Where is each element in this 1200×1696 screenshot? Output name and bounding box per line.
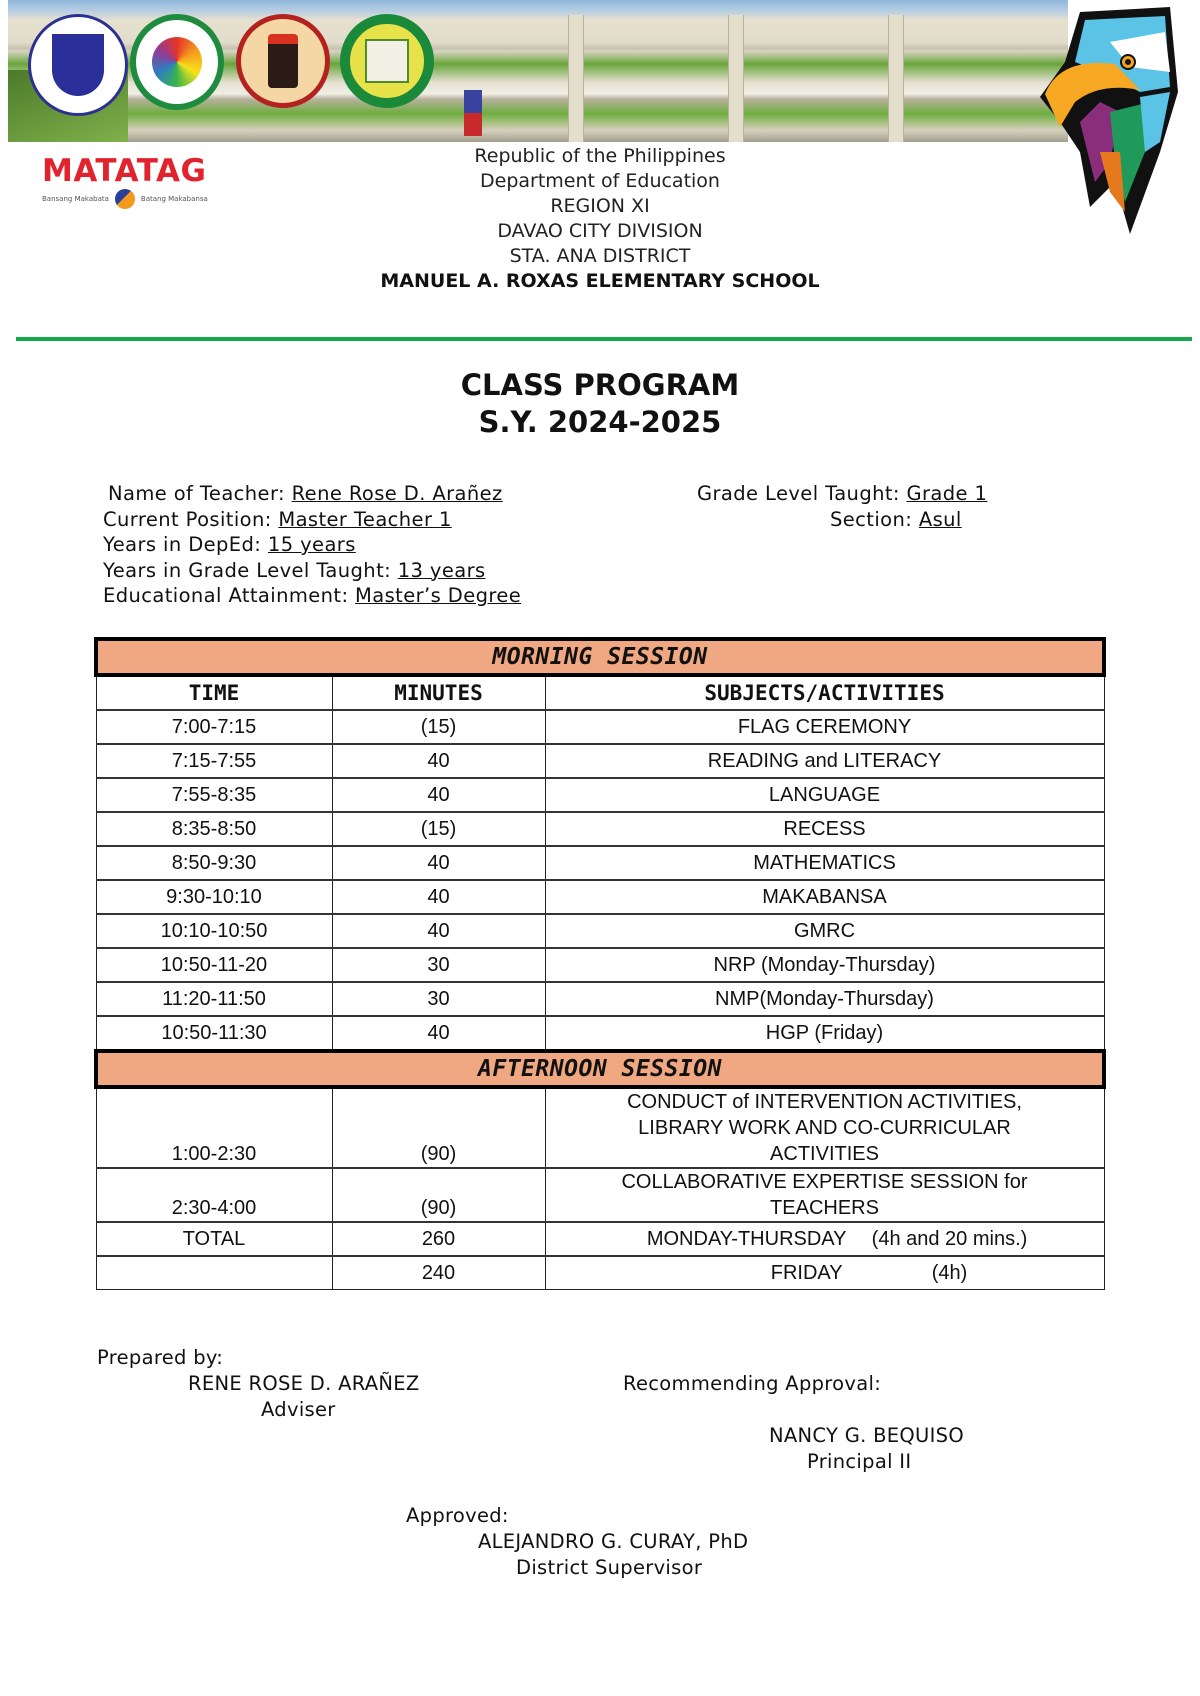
prepared-by-block: Prepared by: RENE ROSE D. ARAÑEZ Adviser: [97, 1346, 420, 1421]
cell-minutes: 30: [332, 982, 545, 1016]
cell-activity: MAKABANSA: [545, 880, 1104, 914]
activity-line: TEACHERS: [770, 1197, 879, 1219]
document-title: CLASS PROGRAM S.Y. 2024-2025: [460, 368, 740, 439]
class-program-table: [94, 637, 1106, 1290]
cell-minutes: 30: [332, 948, 545, 982]
cell-time: 1:00-2:30: [96, 1087, 332, 1168]
morning-session-header: MORNING SESSION: [96, 639, 1104, 675]
agency-header: Republic of the Philippines Department of Education REGION XI DAVAO CITY DIVISION STA. ANA DISTRICT MANUEL A. ROXAS ELEMENTARY SCHOOL: [300, 144, 900, 294]
cell-activity: NRP (Monday-Thursday): [545, 948, 1104, 982]
activity-line: CONDUCT of INTERVENTION ACTIVITIES,: [627, 1091, 1022, 1113]
years-in-deped: Years in DepEd: 15 years: [103, 533, 356, 556]
teacher-info-right: [697, 481, 987, 532]
activity-line: COLLABORATIVE EXPERTISE SESSION for: [621, 1171, 1028, 1193]
table-row: [96, 1168, 1104, 1222]
cell-total-minutes: 240: [332, 1256, 545, 1290]
cell-activity: [545, 1168, 1104, 1222]
cell-activity: [545, 1087, 1104, 1168]
cell-total-label: [96, 1256, 332, 1290]
cell-minutes: 40: [332, 778, 545, 812]
table-row: [96, 914, 1104, 948]
activity-line: ACTIVITIES: [770, 1143, 879, 1165]
deped-seal-icon: [28, 14, 128, 116]
years-in-grade-level: Years in Grade Level Taught: 13 years: [103, 558, 486, 582]
cell-minutes: 40: [332, 880, 545, 914]
header-divider: [16, 337, 1192, 341]
table-row: [96, 1016, 1104, 1051]
cell-minutes: (90): [332, 1168, 545, 1222]
total-row: [96, 1256, 1104, 1290]
current-position: Current Position: Master Teacher 1: [103, 507, 452, 531]
table-row: [96, 778, 1104, 812]
cell-time: 2:30-4:00: [96, 1168, 332, 1222]
cell-time: 10:50-11-20: [96, 948, 332, 982]
table-row: [96, 710, 1104, 744]
total-duration: (4h): [931, 1262, 968, 1284]
cell-minutes: 40: [332, 744, 545, 778]
cell-activity: LANGUAGE: [545, 778, 1104, 812]
educational-attainment: Educational Attainment: Master’s Degree: [103, 584, 522, 607]
cell-activity: RECESS: [545, 812, 1104, 846]
cell-minutes: (15): [332, 812, 545, 846]
cell-time: 7:55-8:35: [96, 778, 332, 812]
cell-activity: GMRC: [545, 914, 1104, 948]
table-row: [96, 880, 1104, 914]
total-days: FRIDAY: [770, 1262, 843, 1284]
cell-time: 8:50-9:30: [96, 846, 332, 880]
cell-activity: MATHEMATICS: [545, 846, 1104, 880]
cell-time: 9:30-10:10: [96, 880, 332, 914]
total-days: MONDAY-THURSDAY: [646, 1228, 847, 1250]
table-row: [96, 846, 1104, 880]
activity-line: LIBRARY WORK AND CO-CURRICULAR: [638, 1117, 1011, 1139]
table-row: [96, 948, 1104, 982]
teacher-name: Name of Teacher: Rene Rose D. Arañez: [108, 482, 503, 505]
cell-total-minutes: 260: [332, 1222, 545, 1256]
table-row: [96, 1087, 1104, 1168]
cell-total-days: [545, 1256, 1104, 1290]
philippine-flag-icon: [464, 90, 482, 136]
cell-minutes: (90): [332, 1087, 545, 1168]
eagle-mascot-icon: [1020, 2, 1180, 237]
total-duration: (4h and 20 mins.): [871, 1228, 1028, 1250]
cell-minutes: (15): [332, 710, 545, 744]
division-seal-icon: [130, 14, 224, 110]
school-seal-icon: [340, 14, 434, 108]
district-seal-icon: [236, 14, 330, 108]
approved-block: Approved: ALEJANDRO G. CURAY, PhD District Supervisor: [406, 1504, 749, 1579]
section: Section: Asul: [830, 507, 962, 531]
grade-level-taught: Grade Level Taught: Grade 1: [697, 482, 988, 505]
afternoon-session-header: AFTERNOON SESSION: [96, 1051, 1104, 1087]
cell-minutes: 40: [332, 914, 545, 948]
cell-time: 8:35-8:50: [96, 812, 332, 846]
school-name: MANUEL A. ROXAS ELEMENTARY SCHOOL: [380, 270, 820, 292]
cell-activity: NMP(Monday-Thursday): [545, 982, 1104, 1016]
cell-time: 7:00-7:15: [96, 710, 332, 744]
cell-minutes: 40: [332, 1016, 545, 1051]
recommending-approval-block: Recommending Approval: NANCY G. BEQUISO Principal II: [623, 1372, 965, 1473]
cell-total-label: TOTAL: [96, 1222, 332, 1256]
matatag-logo: MATATAG Bansang Makabata Batang Makabansa: [42, 155, 208, 209]
cell-total-days: [545, 1222, 1104, 1256]
table-row: [96, 982, 1104, 1016]
teacher-info-left: [103, 481, 522, 609]
cell-time: 10:10-10:50: [96, 914, 332, 948]
school-building-banner: [8, 0, 1068, 142]
cell-minutes: 40: [332, 846, 545, 880]
table-row: [96, 812, 1104, 846]
table-row: [96, 744, 1104, 778]
cell-activity: HGP (Friday): [545, 1016, 1104, 1051]
cell-activity: FLAG CEREMONY: [545, 710, 1104, 744]
cell-activity: READING and LITERACY: [545, 744, 1104, 778]
hands-icon: [115, 189, 135, 209]
cell-time: 11:20-11:50: [96, 982, 332, 1016]
column-header-row: TIME MINUTES SUBJECTS/ACTIVITIES: [96, 675, 1104, 710]
total-row: [96, 1222, 1104, 1256]
cell-time: 7:15-7:55: [96, 744, 332, 778]
cell-time: 10:50-11:30: [96, 1016, 332, 1051]
